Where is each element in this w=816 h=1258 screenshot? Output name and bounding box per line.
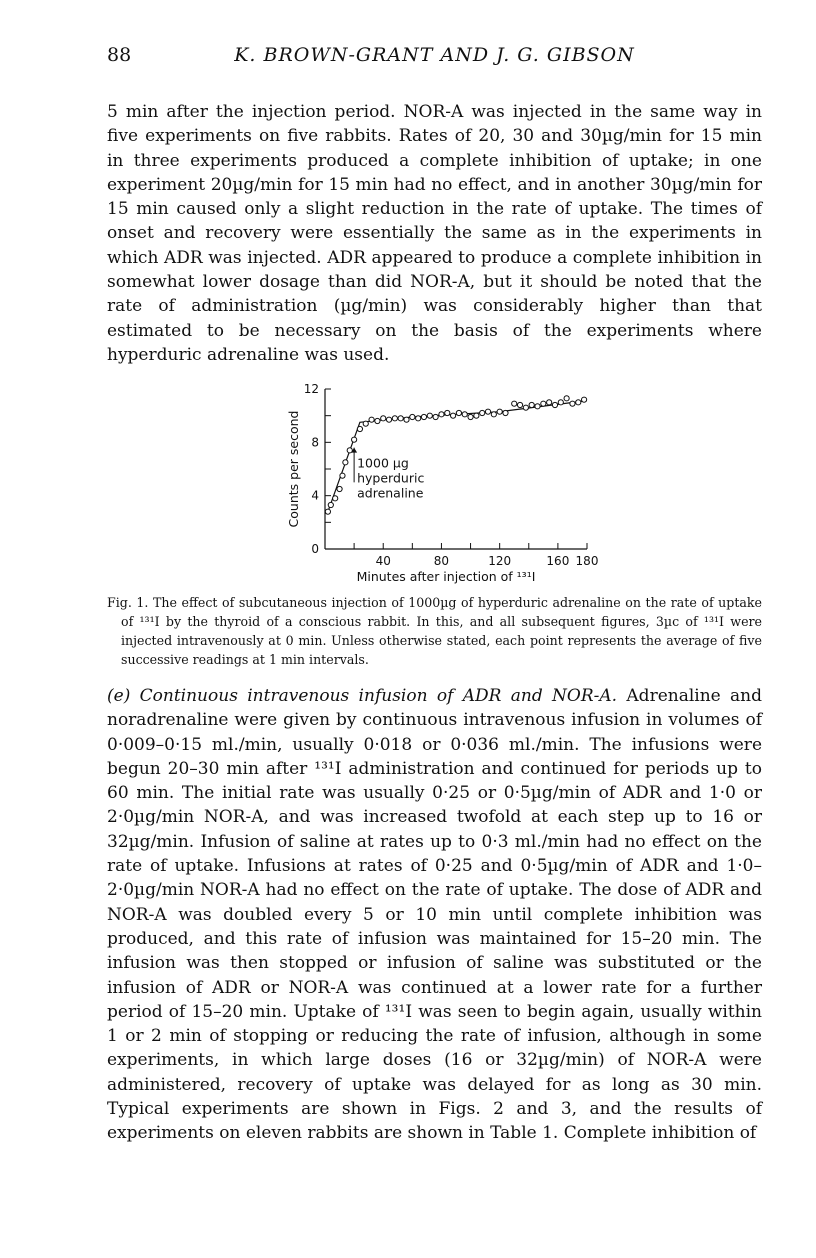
figure-1-chart	[270, 362, 610, 592]
x-axis-label: Minutes after injection of ¹³¹I	[356, 569, 536, 584]
data-point	[491, 412, 496, 417]
data-point	[517, 402, 522, 407]
y-tick-label: 8	[311, 435, 319, 450]
data-point	[381, 416, 386, 421]
data-point	[474, 413, 479, 418]
data-point	[512, 401, 517, 406]
data-point	[375, 418, 380, 423]
y-tick-label: 12	[303, 382, 319, 396]
data-point	[485, 409, 490, 414]
running-head-authors: K. BROWN-GRANT AND J. G. GIBSON	[234, 44, 635, 66]
data-point	[456, 410, 461, 415]
data-point	[480, 410, 485, 415]
data-point	[570, 401, 575, 406]
x-tick-label: 180	[575, 554, 599, 568]
annotation-text: adrenaline	[357, 485, 424, 501]
data-point	[410, 414, 415, 419]
data-point	[398, 416, 403, 421]
annotation-text: 1000 µg	[357, 455, 409, 471]
annotation-text: hyperduric	[357, 470, 425, 486]
body-paragraph-2	[107, 684, 762, 1146]
data-point	[439, 412, 444, 417]
data-point	[427, 413, 432, 418]
page-number: 88	[107, 44, 132, 66]
paragraph-2-text: Adrenaline and noradrenaline were given by continuous intravenous infusion in volumes of 0·009–0·15 ml./min, usually 0·018 or 0·036 ml./min. The infusions were begun 20–30 min after ¹³¹I administration and continued for periods up to 60 min. The initial rate was usually 0·25 or 0·5µg/min of ADR and 1·0 or 2·0µg/min NOR-A, and was increased twofold at each step up to 16 or 32µg/min. Infusion of saline at rates up to 0·3 ml./min had no effect on the rate of uptake. Infusions at rates of 0·25 and 0·5µg/min of ADR and 1·0–2·0µg/min NOR-A had no effect on the rate of uptake. The dose of ADR and NOR-A was doubled every 5 or 10 min until complete inhibition was produced, and this rate of infusion was maintained for 15–20 min. The infusion was then stopped or infusion of saline was substituted or the infusion of ADR or NOR-A was continued at a lower rate for a further period of 15–20 min. Uptake of ¹³¹I was seen to begin again, usually within 1 or 2 min of stopping or reducing the rate of infusion, although in some experiments, in which large doses (16 or 32µg/min) of NOR-A were administered, recovery of uptake was delayed for as long as 30 min. Typical experiments are shown in Figs. 2 and 3, and the results of experiments on eleven rabbits are shown in Table 1. Complete inhibition of	[107, 686, 763, 1144]
data-point	[450, 413, 455, 418]
y-tick-label: 4	[311, 488, 319, 503]
data-point	[352, 437, 357, 442]
data-point	[535, 404, 540, 409]
data-point	[462, 412, 467, 417]
data-point	[529, 402, 534, 407]
data-point	[363, 421, 368, 426]
data-point	[552, 402, 557, 407]
data-point	[343, 460, 348, 465]
data-point	[386, 417, 391, 422]
data-point	[340, 473, 345, 478]
x-tick-label: 160	[546, 554, 570, 568]
data-point	[558, 400, 563, 405]
data-point	[468, 414, 473, 419]
y-axis-label: Counts per second	[286, 410, 301, 528]
x-tick-label: 120	[488, 554, 512, 568]
chart-svg	[270, 362, 610, 592]
data-point	[433, 414, 438, 419]
section-heading-e: (e) Continuous intravenous infusion of ADR and NOR-A.	[107, 686, 618, 706]
data-point	[547, 400, 552, 405]
data-point	[421, 414, 426, 419]
data-point	[576, 400, 581, 405]
data-point	[369, 417, 374, 422]
x-tick-label: 80	[433, 554, 450, 568]
data-point	[416, 416, 421, 421]
data-point	[497, 409, 502, 414]
data-point	[445, 410, 450, 415]
y-tick-label: 0	[311, 542, 319, 556]
data-point	[337, 486, 342, 491]
data-point	[404, 417, 409, 422]
caption-text: Fig. 1. The effect of subcutaneous injection of 1000µg of hyperduric adrenaline on the rate of uptake of ¹³¹I by the thyroid of a conscious rabbit. In this, and all subsequent figures, 3µc of ¹³¹I were injected intravenously at 0 min. Unless otherwise stated, each point represents the average of five successive readings at 1 min intervals.	[107, 595, 762, 667]
page-header	[107, 44, 762, 74]
data-point	[523, 405, 528, 410]
data-point	[541, 401, 546, 406]
data-point	[333, 496, 338, 501]
data-point	[357, 426, 362, 431]
x-tick-label: 40	[375, 554, 391, 568]
figure-caption	[107, 593, 762, 669]
data-point	[564, 396, 569, 401]
data-point	[392, 416, 397, 421]
data-point	[325, 509, 330, 514]
data-point	[328, 502, 333, 507]
data-point	[503, 410, 508, 415]
body-paragraph-1: 5 min after the injection period. NOR-A was injected in the same way in five experiments on five rabbits. Rates of 20, 30 and 30µg/min for 15 min in three experiments produced a complete inhibition of uptake; in one experiment 20µg/min for 15 min had no effect, and in another 30µg/min for 15 min caused only a slight reduction in the rate of uptake. The times of onset and recovery were essentially the same as in the experiments in which ADR was injected. ADR appeared to produce a complete inhibition in somewhat lower dosage than did NOR-A, but it should be noted that the rate of administration (µg/min) was considerably higher than that estimated to be necessary on the basis of the experiments where hyperduric adrenaline was used.	[107, 102, 762, 365]
data-point	[581, 397, 586, 402]
